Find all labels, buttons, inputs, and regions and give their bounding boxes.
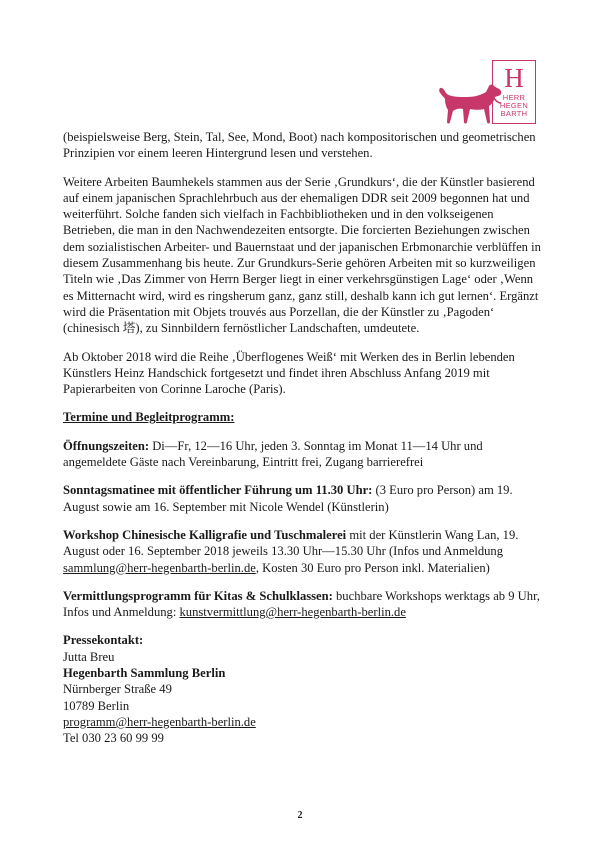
press-org: Hegenbarth Sammlung Berlin xyxy=(63,666,226,681)
opening-hours-label: Öffnungszeiten: xyxy=(63,438,150,453)
matinee-text: (3 Euro pro Person) am 19. August sowie am 16. September mit Nicole Wendel (Künstlerin) xyxy=(63,483,513,514)
press-email-link[interactable]: programm@herr-hegenbarth-berlin.de xyxy=(63,714,256,729)
herr-hegenbarth-logo xyxy=(437,60,537,126)
logo-line-barth: BARTH xyxy=(500,109,528,118)
press-street: Nürnberger Straße 49 xyxy=(63,682,172,697)
matinee-label: Sonntagsmatinee mit öffentlicher Führung um 11.30 Uhr: xyxy=(63,483,373,498)
workshop-email-link[interactable]: sammlung@herr-hegenbarth-berlin.de xyxy=(63,560,256,575)
document-body xyxy=(63,129,543,747)
press-contact xyxy=(63,632,543,746)
education-program xyxy=(63,588,543,621)
page-number: 2 xyxy=(297,810,303,821)
press-phone: Tel 030 23 60 99 99 xyxy=(63,731,164,746)
workshop-calligraphy xyxy=(63,527,543,576)
paragraph-outlook: Ab Oktober 2018 wird die Reihe ‚Überflogenes Weiß‘ mit Werken des in Berlin lebenden Künstlers Heinz Handschick fortgesetzt und findet ihren Abschluss Anfang 2019 mit Papierarbeiten von Corinne Laroche (Paris). xyxy=(63,349,515,397)
press-name: Jutta Breu xyxy=(63,649,115,664)
sunday-matinee xyxy=(63,482,543,515)
logo-badge xyxy=(492,60,536,124)
education-text: buchbare Workshops werktags ab 9 Uhr, Infos und Anmeldung: xyxy=(63,588,540,620)
workshop-text: mit der Künstlerin Wang Lan, 19. August oder 16. September 2018 jeweils 13.30 Uhr—15.30 Uhr (Infos und Anmeldung xyxy=(63,527,519,559)
workshop-text-cost: , Kosten 30 Euro pro Person inkl. Materialien) xyxy=(255,560,490,575)
paragraph-intro-continuation: (beispielsweise Berg, Stein, Tal, See, Mond, Boot) nach kompositorischen und geometrischen Prinzipien vor einem leeren Hintergrund lesen und verstehen. xyxy=(63,130,536,161)
program-heading: Termine und Begleitprogramm: xyxy=(63,410,235,425)
logo-line-hegen: HEGEN xyxy=(499,101,529,110)
logo-line-herr: HERR xyxy=(502,93,526,102)
workshop-label: Workshop Chinesische Kalligrafie und Tuschmalerei xyxy=(63,527,347,542)
opening-hours xyxy=(63,438,543,471)
press-city: 10789 Berlin xyxy=(63,698,130,713)
paragraph-grundkurs: Weitere Arbeiten Baumhekels stammen aus der Serie ‚Grundkurs‘, die der Künstler basierend auf einem japanischen Sprachlehrbuch aus der ehemaligen DDR seit 2009 begonnen hat und weiterführt. Solche fanden sich vielfach in Fachbibliotheken und in den volkseigenen Betrieben, die man in den Nachwendezeiten entsorgte. Die forcierten Beziehungen zwischen dem sozialistischen Arbeiter- und Bauernstaat und der japanischen Erbmonarchie verblüffen in diesem Zusammenhang bis heute. Zur Grundkurs-Serie gehören Arbeiten mit so kurzweiligen Titeln wie ‚Das Zimmer von Herrn Berger liegt in einer verkehrsgünstigen Lage‘ oder ‚Wenn es Mitternacht wird, wird es ringsherum ganz, ganz still, deshalb kann ich gut lernen‘. Ergänzt wird die Präsentation mit Objets trouvés aus Porzellan, die der Künstler zu ‚Pagoden‘ (chinesisch 塔), zu Sinnbildern fernöstlicher Landschaften, umdeutete. xyxy=(63,174,541,336)
press-label: Pressekontakt: xyxy=(63,633,144,648)
opening-hours-text: Di—Fr, 12—16 Uhr, jeden 3. Sonntag im Monat 11—14 Uhr und angemeldete Gäste nach Vereinbarung, Eintritt frei, Zugang barrierefrei xyxy=(63,438,483,470)
education-email-link[interactable]: kunstvermittlung@herr-hegenbarth-berlin.de xyxy=(179,605,406,620)
logo-initial: H xyxy=(504,63,524,93)
education-label: Vermittlungsprogramm für Kitas & Schulklassen: xyxy=(63,588,333,603)
